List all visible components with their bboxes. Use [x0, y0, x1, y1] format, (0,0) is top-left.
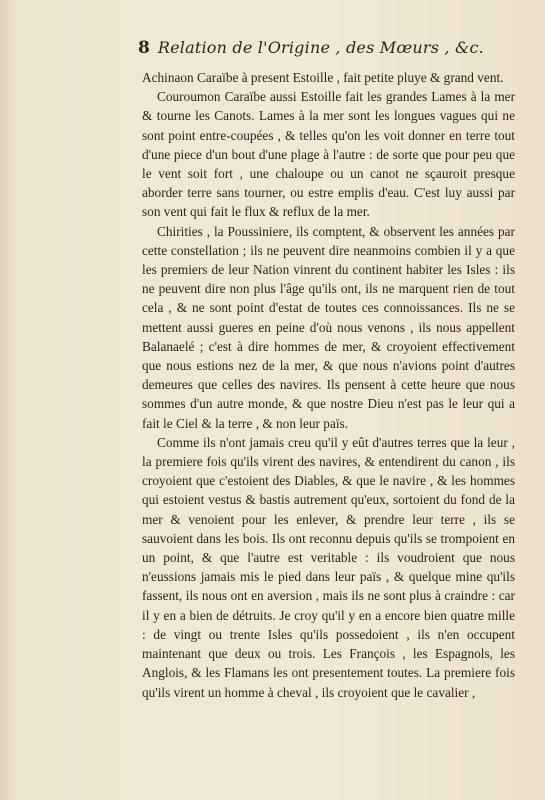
paragraph: Comme ils n'ont jamais creu qu'il y eût d'autres terres que la leur , la premiere fois qu'ils virent des navires, & entendirent du canon , ils croyoient que c'estoient des Diables, & que le navire , & les hommes qui estoient vestus & bastis autrement qu'eux, sortoient du fond de la mer & venoient pour les enlever, & prendre leur terre , ils se sauvoient dans les bois. Ils ont reconnu depuis qu'ils se trompoient en un point, & que l'autre est veritable : ils voudroient que nous n'eussions jamais mis le pied dans leur païs , & quelque mine qu'ils fassent, ils nous ont en aversion , mais ils ne sont plus à craindre : car il y en a bien de détruits. Je croy qu'il y en a encore bien quatre mille : de vingt ou trente Isles qu'ils possedoient , ils n'en occupent maintenant que deux ou trois. Les François , les Espagnols, les Anglois, & les Flamans les ont presentement toutes. La premiere fois qu'ils virent un homme à cheval , ils croyoient que le cavalier ,	[142, 434, 515, 700]
paragraph: Achinaon Caraïbe à present Estoille , fait petite pluye & grand vent.	[142, 70, 504, 85]
paragraph: Couroumon Caraïbe aussi Estoille fait les grandes Lames à la mer & tourne les Canots. Lames à la mer sont les longues vagues qui ne sont point entre-coupées , & telles qu'on les voit donner en terre tout d'une piece d'un bout d'une plage à l'autre : de sorte que pour peu que le vent soit fort , une chaloupe ou un canot ne sçauroit presque aborder terre sans tourner, ou estre emplis d'eau. C'est luy aussi par son vent qui fait le flux & reflux de la mer.	[142, 89, 515, 220]
running-title: Relation de l'Origine , des Mœurs , &c.	[157, 38, 484, 57]
page-number: 8	[138, 38, 150, 58]
page-header	[138, 38, 515, 62]
body-text	[142, 68, 515, 702]
paragraph: Chirities , la Poussiniere, ils comptent, & observent les années par cette constellation ; ils ne peuvent dire neanmoins combien il y a que les premiers de leur Nation vinrent du continent habiter les Isles : ils ne peuvent dire non plus l'âge qu'ils ont, ils ne marquent rien de tout cela , & ne sont point d'estat de toutes ces connoissances. Ils ne se mettent aussi gueres en peine d'où nous venons , ils nous appellent Balanaelé ; c'est à dire hommes de mer, & croyoient effectivement que nous estions nez de la mer, & que nous n'avions point d'autres demeures que celles des navires. Ils pensent à cette heure que nous sommes d'un autre monde, & que nostre Dieu n'est pas le leur qui a fait le Ciel & la terre , & non leur païs.	[142, 223, 515, 431]
